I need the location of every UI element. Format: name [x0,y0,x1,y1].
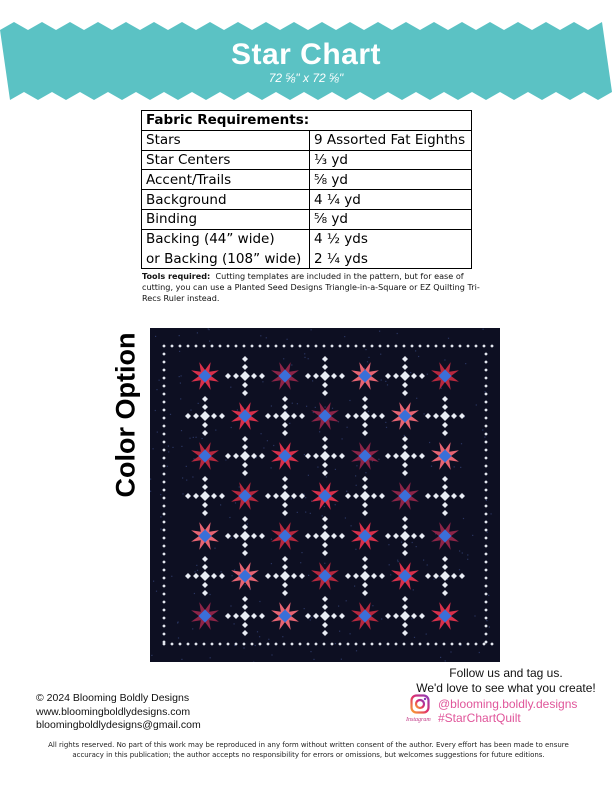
texture-speck [338,606,339,607]
texture-speck [401,542,402,543]
texture-speck [257,631,258,632]
texture-speck [271,467,272,468]
texture-speck [153,448,154,449]
texture-speck [255,645,256,646]
website-link[interactable]: www.bloomingboldlydesigns.com [36,705,191,718]
tools-label: Tools required: [142,271,211,281]
texture-speck [287,339,288,340]
texture-speck [283,358,284,359]
texture-speck [282,636,283,637]
texture-speck [196,565,197,566]
disclaimer-text: All rights reserved. No part of this work may be reproduced in any form without written consent of the author. Every effort has been made to ensure accuracy in this publication; the author accepts no responsibility for errors or omissions, but welcomes suggestions for future editions. [48,741,569,759]
texture-speck [231,427,232,428]
texture-speck [315,407,316,408]
texture-speck [474,615,475,616]
texture-speck [181,375,182,376]
texture-speck [177,622,178,623]
texture-speck [354,586,355,587]
texture-speck [259,601,260,602]
header-banner [0,0,612,108]
texture-speck [179,335,180,336]
texture-speck [416,398,417,399]
texture-speck [167,466,168,467]
texture-speck [153,581,154,582]
texture-speck [160,529,161,530]
texture-speck [365,472,366,473]
texture-speck [247,524,248,525]
texture-speck [160,516,161,517]
texture-speck [268,639,269,640]
texture-speck [193,437,194,438]
texture-speck [168,446,169,447]
texture-speck [368,411,369,412]
texture-speck [482,429,483,430]
fabric-item: Star Centers [142,150,310,170]
texture-speck [210,657,211,658]
fabric-item: Background [142,190,310,210]
texture-speck [349,400,350,401]
table-row [142,229,472,249]
texture-speck [313,659,314,660]
texture-speck [291,498,292,499]
fabric-amount: 2 ¼ yds [310,249,472,269]
texture-speck [484,437,485,438]
texture-speck [234,645,235,646]
texture-speck [439,576,440,577]
texture-speck [300,562,301,563]
table-row [142,190,472,210]
texture-speck [194,593,195,594]
fabric-item: Backing (44” wide) [142,229,310,249]
texture-speck [179,376,180,377]
texture-speck [192,476,193,477]
fabric-amount: ⅓ yd [310,150,472,170]
texture-speck [308,358,309,359]
texture-speck [180,398,181,399]
texture-speck [197,332,198,333]
texture-speck [472,535,473,536]
texture-speck [209,329,210,330]
texture-speck [339,631,340,632]
texture-speck [308,575,309,576]
texture-speck [260,335,261,336]
copyright-text: © 2024 Blooming Boldly Designs [36,692,190,704]
texture-speck [355,549,356,550]
texture-speck [234,569,235,570]
texture-speck [346,600,347,601]
texture-speck [487,532,488,533]
texture-speck [157,432,158,433]
texture-speck [292,403,293,404]
texture-speck [266,337,267,338]
texture-speck [181,446,182,447]
texture-speck [215,430,216,431]
texture-speck [341,659,342,660]
texture-speck [181,430,182,431]
texture-speck [397,560,398,561]
texture-speck [486,620,487,621]
texture-speck [182,493,183,494]
quilt-image [150,328,500,662]
texture-speck [479,652,480,653]
texture-speck [210,594,211,595]
texture-speck [262,381,263,382]
texture-speck [423,560,424,561]
texture-speck [476,404,477,405]
table-row [142,249,472,269]
texture-speck [398,561,399,562]
page-title: Star Chart [230,38,382,71]
texture-speck [155,410,156,411]
texture-speck [404,435,405,436]
texture-speck [388,544,389,545]
texture-speck [378,459,379,460]
table-row [142,209,472,229]
texture-speck [381,380,382,381]
fabric-amount: 4 ¼ yd [310,190,472,210]
follow-line-1: Follow us and tag us. [449,666,563,680]
texture-speck [427,374,428,375]
texture-speck [214,548,215,549]
follow-line-2: We'd love to see what you create! [416,681,596,695]
texture-speck [229,517,230,518]
fabric-item: Binding [142,209,310,229]
texture-speck [335,504,336,505]
texture-speck [367,361,368,362]
texture-speck [304,608,305,609]
texture-speck [168,451,169,452]
follow-text [400,666,612,696]
texture-speck [454,466,455,467]
texture-speck [356,465,357,466]
texture-speck [462,552,463,553]
texture-speck [372,605,373,606]
texture-speck [319,431,320,432]
texture-speck [189,438,190,439]
texture-speck [465,363,466,364]
texture-speck [181,659,182,660]
texture-speck [156,591,157,592]
texture-speck [178,637,179,638]
texture-speck [289,423,290,424]
quilt-size: 72 ⅝" x 72 ⅝" [268,71,344,85]
texture-speck [311,617,312,618]
texture-speck [179,351,180,352]
texture-speck [410,372,411,373]
texture-speck [231,538,232,539]
copyright-block [36,692,201,733]
texture-speck [418,356,419,357]
texture-speck [263,447,264,448]
texture-speck [156,389,157,390]
fabric-requirements-table [141,110,472,269]
texture-speck [312,380,313,381]
texture-speck [182,477,183,478]
texture-speck [160,494,161,495]
fabric-item: Stars [142,130,310,150]
texture-speck [221,571,222,572]
texture-speck [172,447,173,448]
texture-speck [368,357,369,358]
texture-speck [155,336,156,337]
texture-speck [150,491,151,492]
fabric-heading: Fabric Requirements: [142,111,472,131]
texture-speck [186,480,187,481]
table-row [142,170,472,190]
texture-speck [259,636,260,637]
texture-speck [237,409,238,410]
texture-speck [151,655,152,656]
texture-speck [424,413,425,414]
texture-speck [230,387,231,388]
texture-speck [291,364,292,365]
texture-speck [450,651,451,652]
tools-note [142,271,492,304]
texture-speck [305,497,306,498]
texture-speck [196,437,197,438]
texture-speck [232,575,233,576]
texture-speck [190,410,191,411]
fabric-amount: ⅝ yd [310,170,472,190]
texture-speck [415,350,416,351]
texture-speck [413,589,414,590]
texture-speck [324,563,325,564]
texture-speck [463,518,464,519]
instagram-icon[interactable] [410,694,430,714]
color-option-label: Color Option [110,332,141,498]
texture-speck [322,515,323,516]
texture-speck [195,571,196,572]
texture-speck [389,564,390,565]
texture-speck [324,506,325,507]
texture-speck [488,595,489,596]
table-header-row [142,111,472,131]
texture-speck [412,542,413,543]
texture-speck [467,554,468,555]
texture-speck [342,438,343,439]
texture-speck [485,391,486,392]
texture-speck [447,579,448,580]
texture-speck [180,383,181,384]
texture-speck [220,504,221,505]
texture-speck [304,454,305,455]
texture-speck [434,579,435,580]
texture-speck [261,433,262,434]
texture-speck [346,491,347,492]
texture-speck [197,570,198,571]
texture-speck [431,466,432,467]
texture-speck [297,512,298,513]
texture-speck [202,438,203,439]
texture-speck [380,354,381,355]
texture-speck [411,618,412,619]
fabric-amount: 9 Assorted Fat Eighths [310,130,472,150]
texture-speck [273,445,274,446]
texture-speck [440,657,441,658]
texture-speck [356,485,357,486]
texture-speck [427,564,428,565]
texture-speck [311,329,312,330]
texture-speck [310,619,311,620]
texture-speck [271,563,272,564]
texture-speck [491,513,492,514]
texture-speck [150,479,151,480]
fabric-amount: 4 ½ yds [310,229,472,249]
texture-speck [444,359,445,360]
texture-speck [351,525,352,526]
texture-speck [350,633,351,634]
texture-speck [489,626,490,627]
tools-text: Cutting templates are included in the pattern, but for ease of cutting, you can use a Planted Seed Designs Triangle-in-a-Square or EZ Quilting Tri-Recs Ruler instead. [142,271,480,303]
texture-speck [198,403,199,404]
texture-speck [335,469,336,470]
texture-speck [365,349,366,350]
texture-speck [344,336,345,337]
fabric-amount: ⅝ yd [310,209,472,229]
texture-speck [304,357,305,358]
table-row [142,150,472,170]
texture-speck [271,405,272,406]
texture-speck [356,650,357,651]
texture-speck [325,407,326,408]
hashtag[interactable]: #StarChartQuilt [438,711,521,725]
texture-speck [429,442,430,443]
texture-speck [239,486,240,487]
texture-speck [317,467,318,468]
texture-speck [245,584,246,585]
texture-speck [301,552,302,553]
texture-speck [379,331,380,332]
texture-speck [459,550,460,551]
texture-speck [387,384,388,385]
texture-speck [305,512,306,513]
texture-speck [386,427,387,428]
instagram-wordmark: Instagram [406,717,431,723]
fabric-item: Accent/Trails [142,170,310,190]
texture-speck [304,353,305,354]
texture-speck [271,654,272,655]
texture-speck [345,517,346,518]
texture-speck [243,647,244,648]
texture-speck [170,414,171,415]
texture-speck [385,422,386,423]
texture-speck [397,333,398,334]
texture-speck [192,628,193,629]
texture-speck [390,574,391,575]
texture-speck [381,618,382,619]
texture-speck [414,637,415,638]
texture-speck [171,576,172,577]
texture-speck [426,634,427,635]
texture-speck [310,651,311,652]
texture-speck [332,408,333,409]
texture-speck [326,476,327,477]
texture-speck [306,406,307,407]
texture-speck [267,440,268,441]
email-link[interactable]: bloomingboldlydesigns@gmail.com [36,719,201,731]
texture-speck [486,500,487,501]
texture-speck [253,662,254,663]
texture-speck [308,475,309,476]
texture-speck [460,467,461,468]
texture-speck [225,459,226,460]
texture-speck [448,338,449,339]
texture-speck [234,623,235,624]
texture-speck [467,559,468,560]
texture-speck [347,427,348,428]
texture-speck [235,502,236,503]
texture-speck [271,539,272,540]
instagram-handle[interactable]: @blooming.boldly.designs [438,697,578,711]
texture-speck [230,605,231,606]
texture-speck [159,380,160,381]
texture-speck [297,403,298,404]
texture-speck [335,643,336,644]
texture-speck [310,513,311,514]
texture-speck [186,466,187,467]
texture-speck [385,381,386,382]
fabric-item: or Backing (108” wide) [142,249,310,269]
texture-speck [445,660,446,661]
table-row [142,130,472,150]
texture-speck [416,546,417,547]
texture-speck [483,329,484,330]
texture-speck [459,569,460,570]
texture-speck [209,341,210,342]
texture-speck [461,443,462,444]
texture-speck [355,475,356,476]
